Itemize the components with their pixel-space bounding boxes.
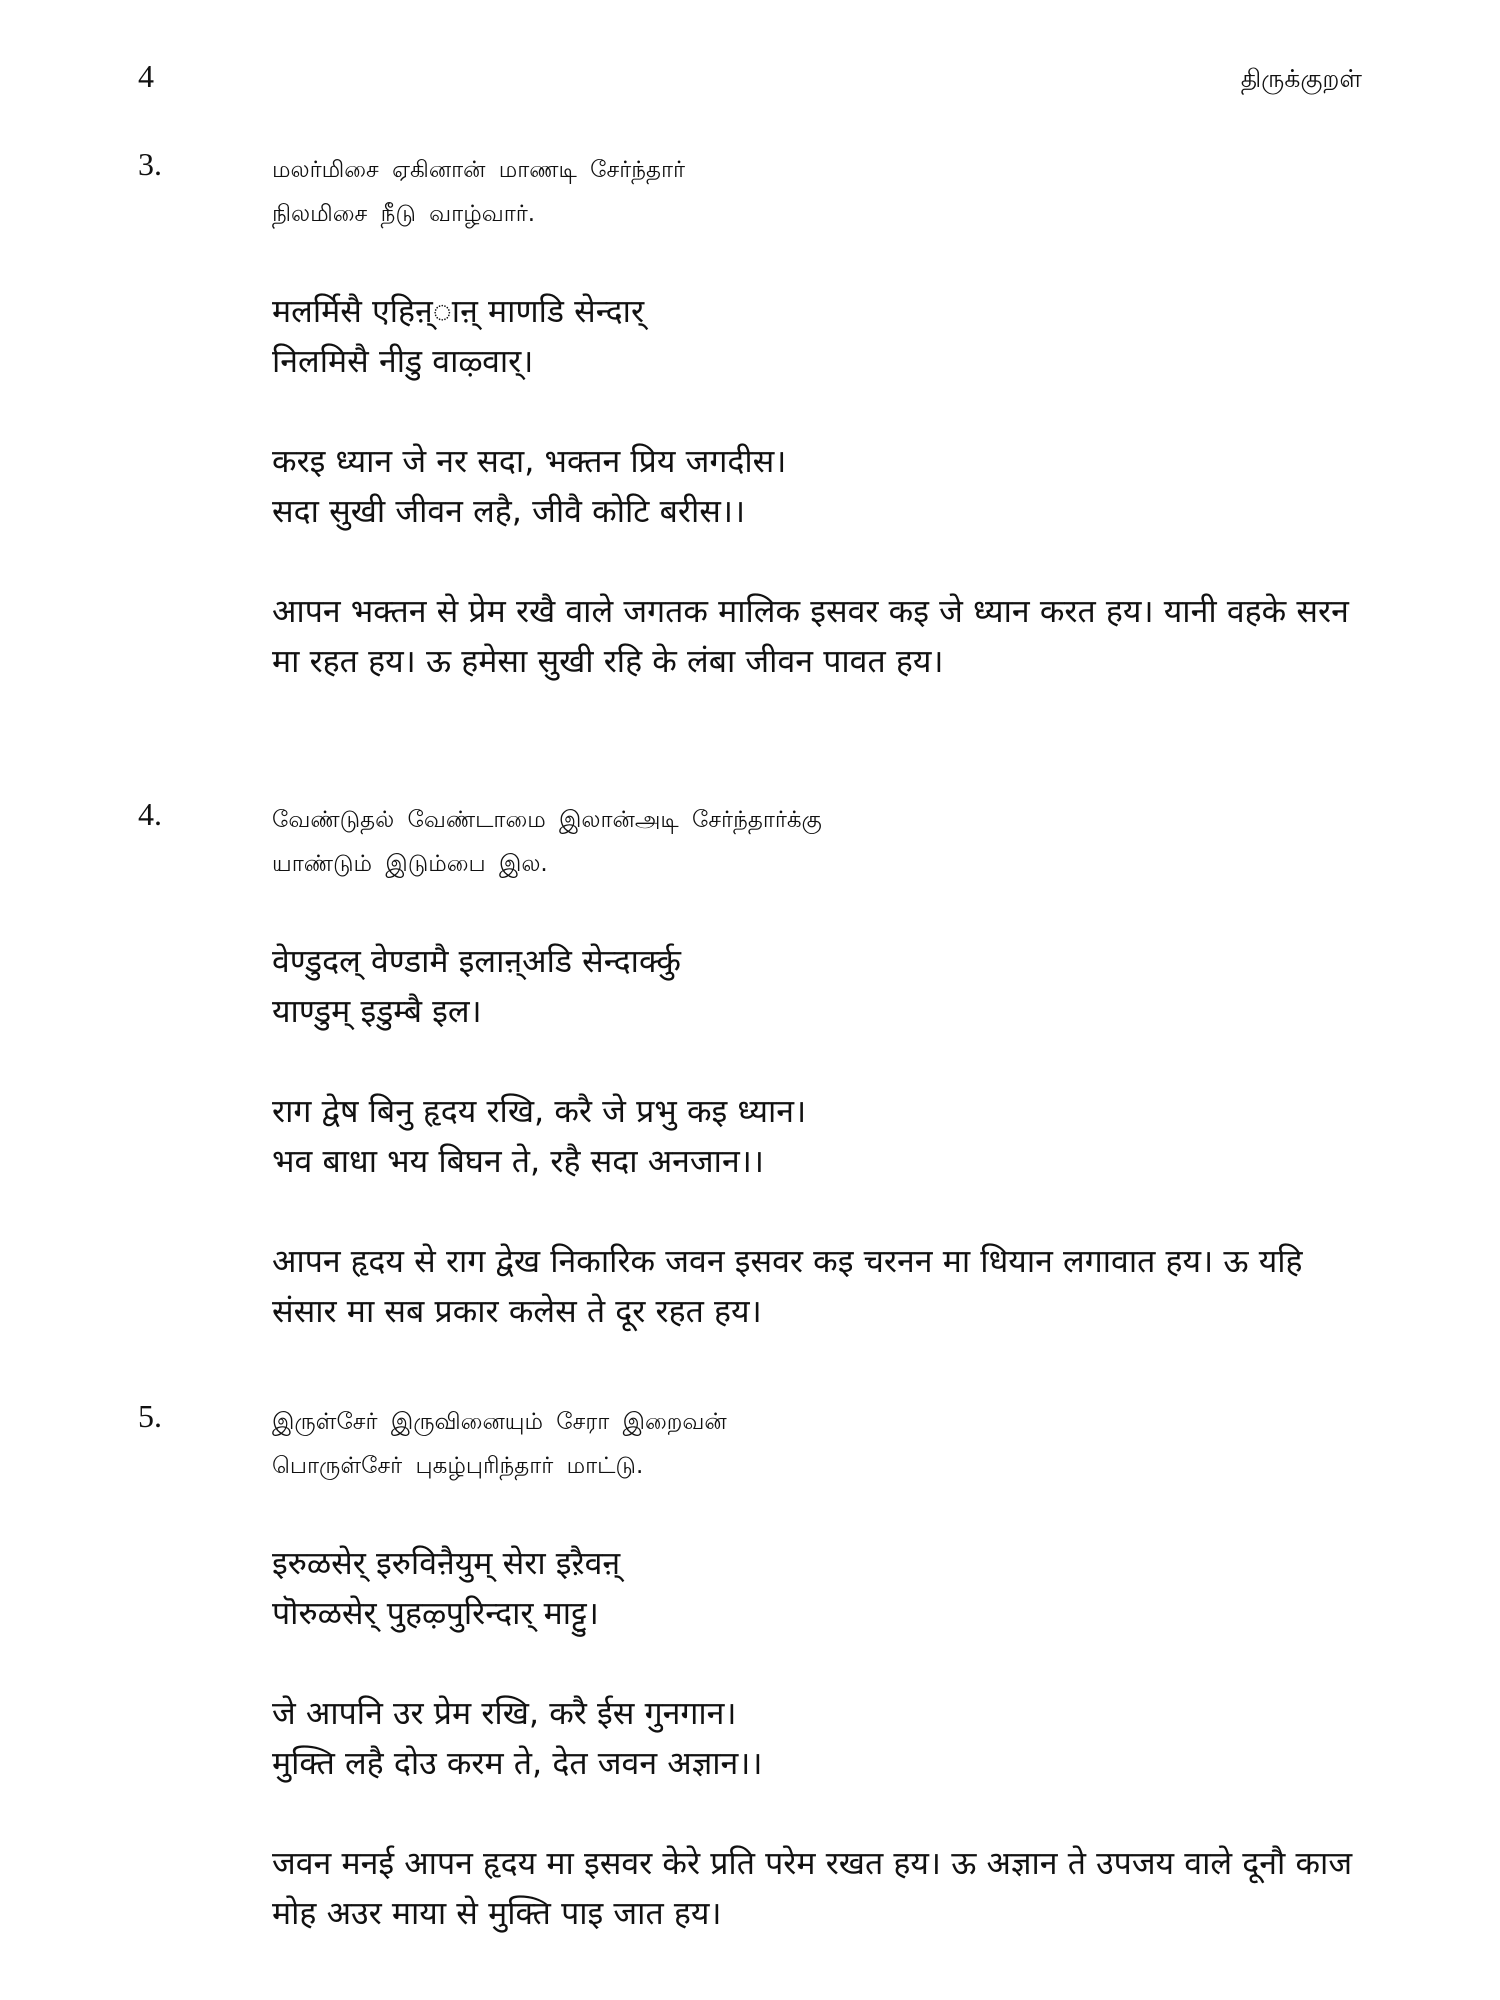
transliteration bbox=[272, 936, 1372, 1036]
explanation: आपन हृदय से राग द्वेख निकारिक जवन इसवर कइ चरनन मा धियान लगावात हय। ऊ यहि संसार मा सब प्रकार कलेस ते दूर रहत हय। bbox=[272, 1242, 1303, 1330]
doha bbox=[272, 1688, 1372, 1788]
tamil-line: இருள்சேர் இருவினையும் சேரா இறைவன் bbox=[272, 1409, 727, 1435]
transliteration-line: निलमिसै नीडु वाऴ्वार्। bbox=[272, 342, 534, 380]
transliteration-line: इरुळसेर् इरुविऩैयुम् सेरा इऱैवऩ् bbox=[272, 1544, 621, 1582]
tamil-line: யாண்டும் இடும்பை இல. bbox=[272, 851, 548, 877]
doha bbox=[272, 436, 1372, 536]
verse-number: 5. bbox=[138, 1398, 162, 1434]
tamil-verse bbox=[272, 1400, 727, 1488]
doha-line: जे आपनि उर प्रेम रखि, करै ईस गुनगान। bbox=[272, 1694, 737, 1732]
doha-line: करइ ध्यान जे नर सदा, भक्तन प्रिय जगदीस। bbox=[272, 442, 787, 480]
transliteration-line: पॊरुळसेर् पुहऴ्पुरिन्दार् माट्टु। bbox=[272, 1594, 599, 1632]
running-title: திருக்குறள் bbox=[1240, 64, 1362, 93]
doha-line: राग द्वेष बिनु हृदय रखि, करै जे प्रभु कइ ध्यान। bbox=[272, 1092, 807, 1130]
transliteration bbox=[272, 286, 1372, 386]
page-number: 4 bbox=[138, 58, 154, 94]
tamil-verse bbox=[272, 798, 822, 886]
tamil-line: மலர்மிசை ஏகினான் மாணடி சேர்ந்தார் bbox=[272, 157, 686, 183]
explanation: आपन भक्तन से प्रेम रखै वाले जगतक मालिक इसवर कइ जे ध्यान करत हय। यानी वहके सरन मा रहत हय। ऊ हमेसा सुखी रहि के लंबा जीवन पावत हय। bbox=[272, 592, 1349, 680]
doha-line: मुक्ति लहै दोउ करम ते, देत जवन अज्ञान।। bbox=[272, 1744, 763, 1782]
verse-number: 3. bbox=[138, 146, 162, 182]
transliteration-line: मलर्मिसै एहिऩ्ाऩ् माणडि सेन्दार् bbox=[272, 292, 645, 330]
transliteration-line: वेण्डुदल् वेण्डामै इलाऩ्अडि सेन्दार्क्कु bbox=[272, 942, 681, 980]
transliteration bbox=[272, 1538, 1372, 1638]
tamil-verse bbox=[272, 148, 685, 236]
tamil-line: வேண்டுதல் வேண்டாமை இலான்அடி சேர்ந்தார்க்கு bbox=[272, 807, 822, 833]
doha-line: भव बाधा भय बिघन ते, रहै सदा अनजान।। bbox=[272, 1142, 764, 1180]
verse-number: 4. bbox=[138, 796, 162, 832]
doha bbox=[272, 1086, 1372, 1186]
tamil-line: பொருள்சேர் புகழ்புரிந்தார் மாட்டு. bbox=[272, 1453, 644, 1479]
transliteration-line: याण्डुम् इडुम्बै इल। bbox=[272, 992, 482, 1030]
doha-line: सदा सुखी जीवन लहै, जीवै कोटि बरीस।। bbox=[272, 492, 746, 530]
explanation: जवन मनई आपन हृदय मा इसवर केरे प्रति परेम रखत हय। ऊ अज्ञान ते उपजय वाले दूनौ काज मोह अउर माया से मुक्ति पाइ जात हय। bbox=[272, 1844, 1353, 1932]
tamil-line: நிலமிசை நீடு வாழ்வார். bbox=[272, 201, 536, 227]
